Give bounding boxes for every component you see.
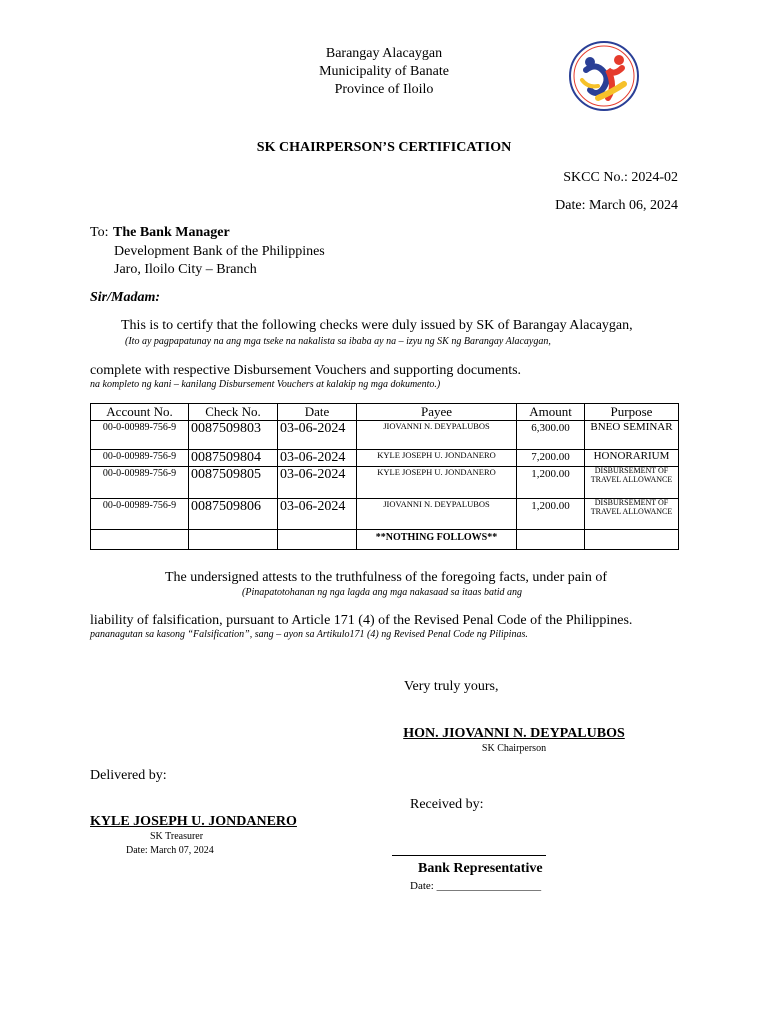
attestation-text-translation: (Pinapatotohanan ng nga lagda ang mga nakasaad sa itaas batid ang — [242, 587, 522, 598]
table-row — [91, 450, 679, 467]
cell-empty — [585, 530, 679, 550]
cell-date: 03-06-2024 — [278, 450, 357, 467]
received-date: Date: ___________________ — [410, 880, 542, 892]
cell-check: 0087509806 — [189, 499, 278, 530]
cell-purpose: BNEO SEMINAR — [585, 421, 679, 450]
sk-logo — [568, 40, 640, 112]
table-header-row — [91, 404, 679, 421]
nothing-follows: **NOTHING FOLLOWS** — [357, 530, 517, 550]
cell-payee: JIOVANNI N. DEYPALUBOS — [357, 421, 517, 450]
attestation-text-2: liability of falsification, pursuant to Article 171 (4) of the Revised Penal Code of the Philippines. — [90, 613, 633, 628]
cell-payee: JIOVANNI N. DEYPALUBOS — [357, 499, 517, 530]
certification-text-2-translation: na kompleto ng kani – kanilang Disbursement Vouchers at kalakip ng mga dokumento.) — [90, 379, 441, 390]
cell-date: 03-06-2024 — [278, 467, 357, 499]
attestation-text-2-translation: pananagutan sa kasong “Falsification”, sang – ayon sa Artikulo171 (4) ng Revised Penal Code ng Pilipinas. — [90, 629, 528, 640]
salutation: Sir/Madam: — [90, 290, 161, 305]
table-row — [91, 421, 679, 450]
header-payee: Payee — [357, 404, 517, 421]
certification-text-translation: (Ito ay pagpapatunay na ang mga tseke na nakalista sa ibaba ay na – izyu ng SK ng Barangay Alacaygan, — [125, 336, 551, 347]
delivered-by-date: Date: March 07, 2024 — [126, 845, 214, 856]
cell-account: 00-0-00989-756-9 — [91, 499, 189, 530]
header-check-no: Check No. — [189, 404, 278, 421]
signatory-position: SK Chairperson — [481, 743, 547, 754]
signatory-block — [384, 725, 644, 755]
header-date: Date — [278, 404, 357, 421]
table-row — [91, 467, 679, 499]
cell-date: 03-06-2024 — [278, 499, 357, 530]
cell-check: 0087509803 — [189, 421, 278, 450]
cell-empty — [517, 530, 585, 550]
cell-empty — [91, 530, 189, 550]
province-name: Province of Iloilo — [334, 82, 434, 97]
received-by-label: Received by: — [410, 797, 484, 812]
recipient-bank: Development Bank of the Philippines — [114, 244, 325, 259]
certification-text: This is to certify that the following checks were duly issued by SK of Barangay Alacaygan, — [121, 318, 633, 333]
cell-payee: KYLE JOSEPH U. JONDANERO — [357, 467, 517, 499]
recipient-branch: Jaro, Iloilo City – Branch — [114, 262, 257, 277]
closing: Very truly yours, — [404, 679, 499, 694]
received-signature-line — [392, 855, 546, 856]
header-amount: Amount — [517, 404, 585, 421]
cell-account: 00-0-00989-756-9 — [91, 467, 189, 499]
cell-amount: 7,200.00 — [517, 450, 585, 467]
signatory-name: HON. JIOVANNI N. DEYPALUBOS — [403, 726, 625, 741]
delivered-by-label: Delivered by: — [90, 768, 167, 783]
checks-table — [90, 403, 679, 550]
table-row — [91, 499, 679, 530]
cell-date: 03-06-2024 — [278, 421, 357, 450]
to-label: To: — [90, 225, 109, 240]
recipient-name: The Bank Manager — [113, 225, 230, 240]
cell-empty — [278, 530, 357, 550]
cell-empty — [189, 530, 278, 550]
delivered-by-name: KYLE JOSEPH U. JONDANERO — [90, 814, 297, 829]
cell-amount: 6,300.00 — [517, 421, 585, 450]
cell-check: 0087509804 — [189, 450, 278, 467]
cell-account: 00-0-00989-756-9 — [91, 421, 189, 450]
municipality-name: Municipality of Banate — [319, 64, 449, 79]
bank-representative-title: Bank Representative — [418, 861, 543, 876]
cell-purpose: HONORARIUM — [585, 450, 679, 467]
letterhead — [284, 45, 484, 99]
skcc-number: SKCC No.: 2024-02 — [563, 170, 678, 185]
attestation-text: The undersigned attests to the truthfulness of the foregoing facts, under pain of — [165, 570, 608, 585]
delivered-by-position: SK Treasurer — [150, 831, 204, 842]
cell-amount: 1,200.00 — [517, 499, 585, 530]
certification-text-2: complete with respective Disbursement Vouchers and supporting documents. — [90, 363, 522, 378]
table-row-nothing-follows — [91, 530, 679, 550]
header-purpose: Purpose — [585, 404, 679, 421]
document-title: SK CHAIRPERSON’S CERTIFICATION — [256, 140, 512, 155]
barangay-name: Barangay Alacaygan — [325, 46, 443, 61]
header-account-no: Account No. — [91, 404, 189, 421]
cell-purpose: DISBURSEMENT OF TRAVEL ALLOWANCE — [585, 499, 679, 530]
cell-payee: KYLE JOSEPH U. JONDANERO — [357, 450, 517, 467]
cell-account: 00-0-00989-756-9 — [91, 450, 189, 467]
cell-amount: 1,200.00 — [517, 467, 585, 499]
cell-purpose: DISBURSEMENT OF TRAVEL ALLOWANCE — [585, 467, 679, 499]
cell-check: 0087509805 — [189, 467, 278, 499]
document-date: Date: March 06, 2024 — [555, 198, 678, 213]
